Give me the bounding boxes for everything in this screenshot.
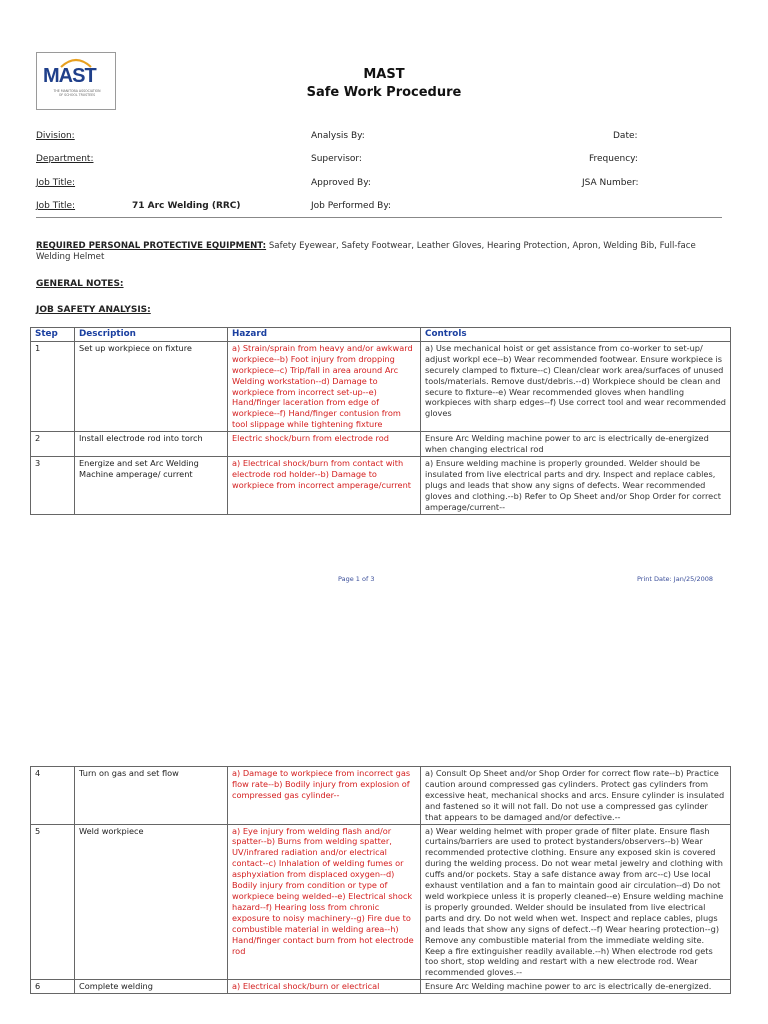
hazard-cell: a) Strain/sprain from heavy and/or awkward workpiece--b) Foot injury from dropping workpiece--c) Trip/fall in area around Arc Welding workstation--d) Damage to workpiece from incorrect set-up--e) Hand/finger laceration from edge of workpiece--f) Hand/finger contusion from tool slippage while tightening fixture <box>228 341 421 431</box>
hazard-cell: a) Eye injury from welding flash and/or spatter--b) Burns from welding spatter, UV/infrared radiation and/or electrical contact--c) Inhalation of welding fumes or asphyxiation from displaced oxygen--d) Bodily injury from condition or type of workpiece being welded--e) Electrical shock hazard--f) Hearing loss from chronic exposure to noisy machinery--g) Fire due to combustible material in welding area--h) Hand/finger contact burn from hot electrode rod <box>228 824 421 980</box>
step-header: Step <box>31 328 75 342</box>
table-row <box>31 767 731 825</box>
hazard-cell: Electric shock/burn from electrode rod <box>228 432 421 457</box>
step-cell: 4 <box>31 767 75 825</box>
description-cell: Energize and set Arc Welding Machine amperage/ current <box>75 456 228 514</box>
job-title-label: Job Title: <box>36 178 76 188</box>
ppe-items: Safety Eyewear, Safety Footwear, Leather Gloves, Hearing Protection, Apron, Welding Bib, Full-face Welding Helmet <box>36 241 696 262</box>
ppe-section <box>36 241 722 263</box>
page-number: Page 1 of 3 <box>338 575 375 583</box>
analysis-by-label: Analysis By: <box>311 131 365 141</box>
department-label: Department: <box>36 154 94 164</box>
controls-cell: a) Consult Op Sheet and/or Shop Order for correct flow rate--b) Practice caution around compressed gas cylinders. Protect gas cylinders from excessive heat, mechanical shocks and arcs. Ensure cylinder is insulated and fastened so it will not fall. Do not use a compressed gas cylinder that appears to be damaged and/or defective.-- <box>421 767 731 825</box>
hazard-cell: a) Damage to workpiece from incorrect gas flow rate--b) Bodily injury from explosion of compressed gas cylinder-- <box>228 767 421 825</box>
description-header: Description <box>75 328 228 342</box>
hazard-cell: a) Electrical shock/burn from contact with electrode rod holder--b) Damage to workpiece from incorrect amperage/current <box>228 456 421 514</box>
controls-cell: Ensure Arc Welding machine power to arc is electrically de-energized. <box>421 980 731 994</box>
date-label: Date: <box>613 131 638 141</box>
hazard-header: Hazard <box>228 328 421 342</box>
description-cell: Complete welding <box>75 980 228 994</box>
step-cell: 1 <box>31 341 75 431</box>
job-performed-by-label: Job Performed By: <box>311 201 392 211</box>
table-row <box>31 980 731 994</box>
jsa-number-label: JSA Number: <box>582 178 639 188</box>
document-title: Safe Work Procedure <box>306 85 462 100</box>
description-cell: Set up workpiece on fixture <box>75 341 228 431</box>
description-cell: Install electrode rod into torch <box>75 432 228 457</box>
jsa-heading: JOB SAFETY ANALYSIS: <box>36 305 151 315</box>
jsa-table-page-2 <box>30 766 731 994</box>
description-cell: Weld workpiece <box>75 824 228 980</box>
table-header-row <box>31 328 731 342</box>
table-row <box>31 341 731 431</box>
step-cell: 2 <box>31 432 75 457</box>
table-row <box>31 432 731 457</box>
approved-by-label: Approved By: <box>311 178 371 188</box>
org-title: MAST <box>363 67 405 82</box>
supervisor-label: Supervisor: <box>311 154 362 164</box>
table-row <box>31 456 731 514</box>
controls-header: Controls <box>421 328 731 342</box>
jsa-table-page-1 <box>30 327 731 515</box>
step-cell: 3 <box>31 456 75 514</box>
controls-cell: a) Use mechanical hoist or get assistance from co-worker to set-up/ adjust workpl ece--b) Wear recommended footwear. Ensure workpiece is securely clamped to fixture--c) Clean/clear work area/surfaces of unused tools/materials. Remove dust/debris.--d) Workpiece should be clean and secure to fixture--e) Wear recommended gloves when handling workpieces with sharp edges--f) Use correct tool and wear recommended gloves <box>421 341 731 431</box>
controls-cell: Ensure Arc Welding machine power to arc is electrically de-energized when changing electrical rod <box>421 432 731 457</box>
frequency-label: Frequency: <box>589 154 638 164</box>
description-cell: Turn on gas and set flow <box>75 767 228 825</box>
logo-subtext: THE MANITOBA ASSOCIATION OF SCHOOL TRUSTEES <box>53 89 101 97</box>
ppe-label: REQUIRED PERSONAL PROTECTIVE EQUIPMENT: <box>36 241 267 251</box>
controls-cell: a) Ensure welding machine is properly grounded. Welder should be insulated from live electrical parts and dry. Inspect and replace cables, plugs and leads that show any signs of defects. Wear recommended gloves and clothing.--b) Refer to Op Sheet and/or Shop Order for correct amperage/current-- <box>421 456 731 514</box>
header-divider <box>36 217 722 218</box>
step-cell: 6 <box>31 980 75 994</box>
general-notes-heading: GENERAL NOTES: <box>36 279 124 289</box>
step-cell: 5 <box>31 824 75 980</box>
job-title-value: 71 Arc Welding (RRC) <box>132 201 241 211</box>
controls-cell: a) Wear welding helmet with proper grade of filter plate. Ensure flash curtains/barriers are used to protect bystanders/observers--b) Wear recommended protective clothing. Ensure any exposed skin is covered during the welding process. Do not wear metal jewelry and clothing with cuffs and/or pockets. Stay a safe distance away from arc--c) Use local exhaust ventilation and a fan to maintain good air circulation--d) Do not weld workpiece unless it is properly cleaned--e) Ensure welding machine is properly grounded. Welder should be insulated from live electrical parts and dry. Do not weld when wet. Inspect and replace cables, plugs and leads that show any signs of defect.--f) Wear hearing protection--g) Remove any combustible material from the immediate welding site. Keep a fire extinguisher readily available.--h) When electrode rod gets too short, stop welding and restart with a new electrode rod. Wear recommended gloves.-- <box>421 824 731 980</box>
print-date: Print Date: Jan/25/2008 <box>637 575 714 583</box>
logo-wordmark: MAST <box>43 65 96 87</box>
division-label: Division: <box>36 131 75 141</box>
hazard-cell: a) Electrical shock/burn or electrical <box>228 980 421 994</box>
table-row <box>31 824 731 980</box>
job-title-label-2: Job Title: <box>36 201 76 211</box>
